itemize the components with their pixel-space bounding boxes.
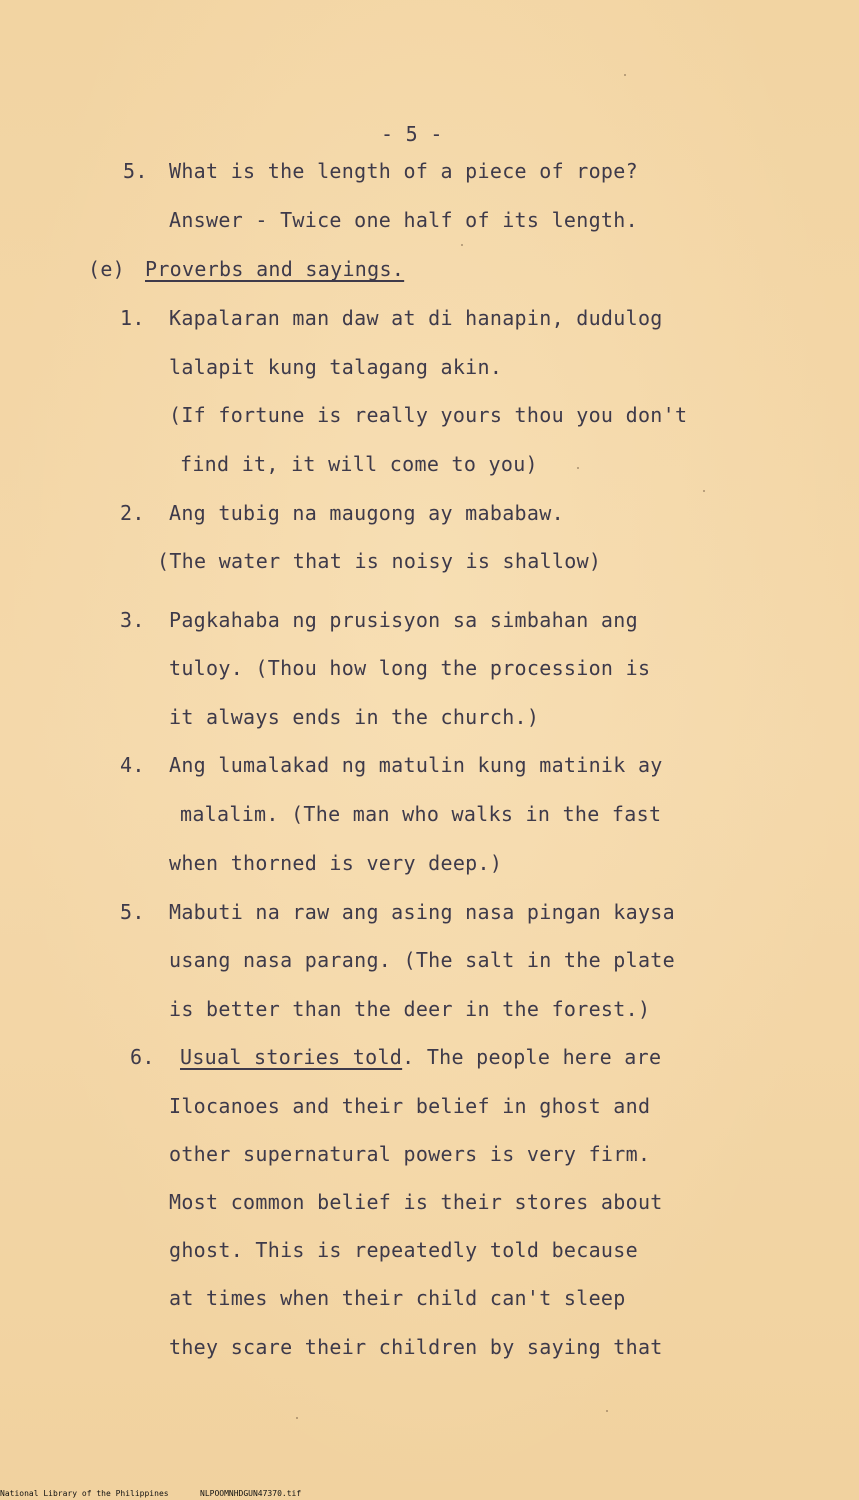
footer-institution: National Library of the Philippines — [0, 1489, 169, 1498]
proverb-number: 2. — [120, 501, 145, 525]
proverb-line: Ang tubig na maugong ay mababaw. — [169, 501, 564, 525]
proverb-line: Kapalaran man daw at di hanapin, dudulog — [169, 306, 663, 330]
proverb-number: 4. — [120, 753, 145, 777]
paper-speck — [624, 74, 626, 76]
footer-filename: NLPOOMNHDGUN47370.tif — [200, 1489, 302, 1498]
riddle-answer: Answer - Twice one half of its length. — [169, 208, 638, 232]
paper-speck — [461, 244, 463, 246]
proverb-number: 1. — [120, 306, 145, 330]
proverb-translation: (If fortune is really yours thou you don't — [169, 403, 688, 427]
stories-text: they scare their children by saying that — [169, 1335, 663, 1359]
paper-speck — [577, 467, 579, 469]
proverb-number: 5. — [120, 900, 145, 924]
stories-heading: Usual stories told — [180, 1045, 403, 1069]
proverb-line: usang nasa parang. (The salt in the plate — [169, 948, 675, 972]
riddle-question: What is the length of a piece of rope? — [169, 159, 638, 183]
stories-first-line — [180, 1045, 661, 1069]
stories-text: . The people here are — [402, 1045, 662, 1069]
proverb-line: lalapit kung talagang akin. — [169, 355, 503, 379]
proverb-line: when thorned is very deep.) — [169, 851, 503, 875]
section-marker: (e) — [88, 257, 126, 281]
stories-text: Most common belief is their stores about — [169, 1190, 663, 1214]
proverb-line: is better than the deer in the forest.) — [169, 997, 651, 1021]
proverb-line: Pagkahaba ng prusisyon sa simbahan ang — [169, 608, 638, 632]
stories-text: other supernatural powers is very firm. — [169, 1142, 651, 1166]
stories-text: ghost. This is repeatedly told because — [169, 1238, 638, 1262]
proverb-translation: find it, it will come to you) — [180, 452, 538, 476]
paper-speck — [606, 1410, 608, 1412]
proverb-line: Mabuti na raw ang asing nasa pingan kaysa — [169, 900, 675, 924]
paper-speck — [703, 490, 705, 492]
section-heading: Proverbs and sayings. — [145, 257, 405, 281]
proverb-line: malalim. (The man who walks in the fast — [180, 802, 662, 826]
riddle-number: 5. — [123, 159, 148, 183]
proverb-translation: (The water that is noisy is shallow) — [157, 549, 602, 573]
page-number: - 5 - — [381, 122, 443, 146]
proverb-number: 3. — [120, 608, 145, 632]
stories-text: at times when their child can't sleep — [169, 1286, 626, 1310]
proverb-line: it always ends in the church.) — [169, 705, 540, 729]
proverb-line: Ang lumalakad ng matulin kung matinik ay — [169, 753, 663, 777]
proverb-line: tuloy. (Thou how long the procession is — [169, 656, 651, 680]
stories-number: 6. — [130, 1045, 155, 1069]
stories-text: Ilocanoes and their belief in ghost and — [169, 1094, 651, 1118]
paper-speck — [296, 1417, 298, 1419]
